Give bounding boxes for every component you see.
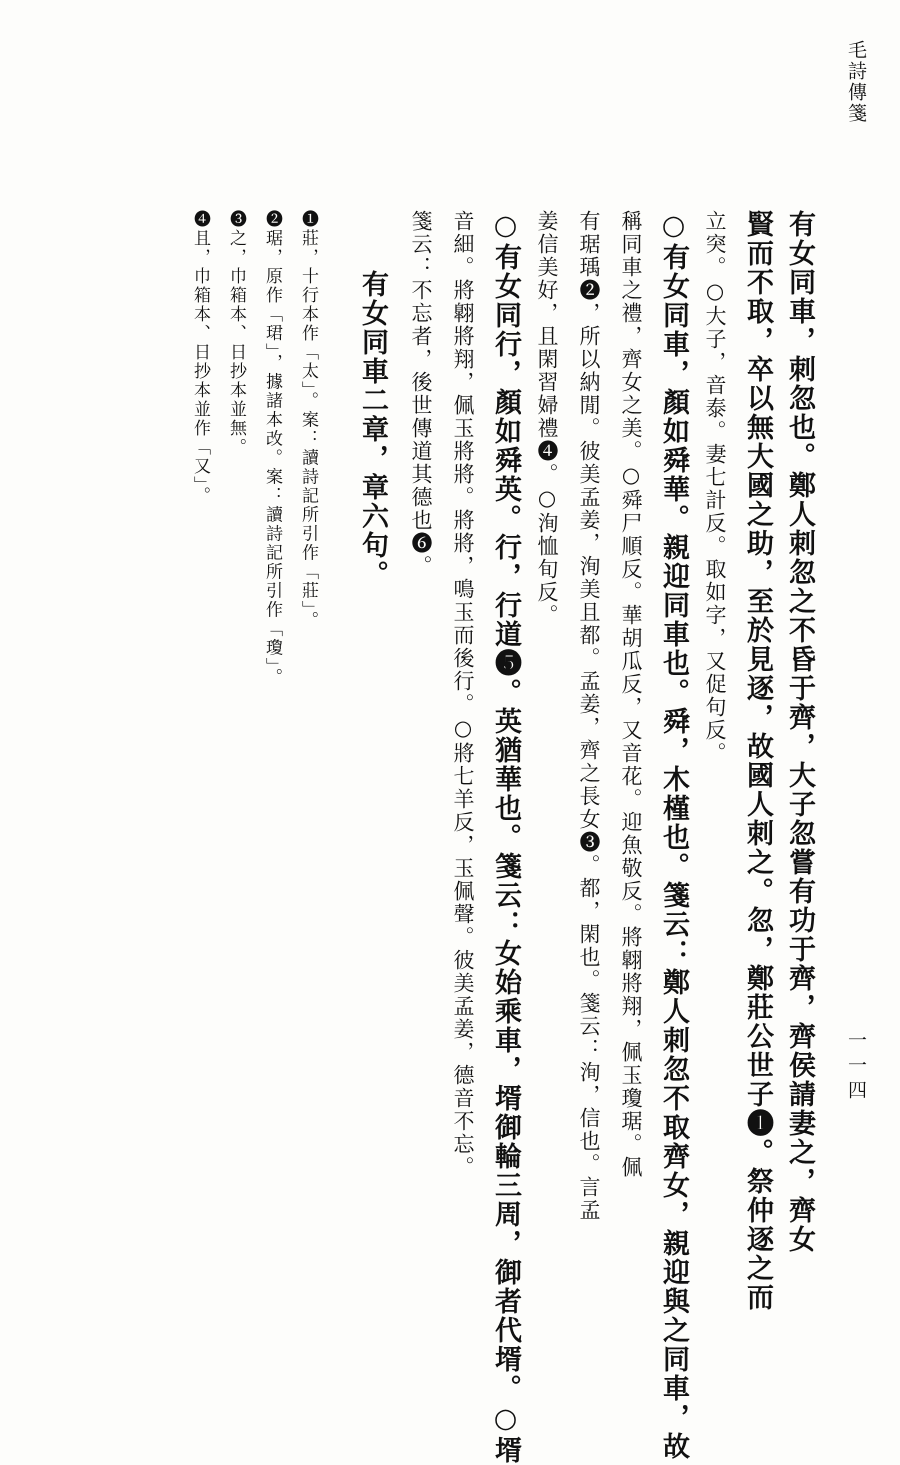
chapter-summary: 有女同車二章，章六句。 xyxy=(357,270,388,589)
column-spacer xyxy=(326,210,344,1320)
text-column-3: 立突。○大子，音泰。妻七計反。取如字，又促句反。 xyxy=(703,210,727,765)
footnote-4: ❹且，巾箱本、日抄本並作「又」。 xyxy=(190,210,210,506)
footnote-3: ❸之，巾箱本、日抄本並無。 xyxy=(226,210,246,457)
text-column-7: 姜信美好，且閑習婦禮❹。○洵恤旬反。 xyxy=(535,210,559,627)
text-column-2: 賢而不取，卒以無大國之助，至於見逐，故國人刺之。忽，鄭莊公世子❶。祭仲逐之而 xyxy=(742,210,773,1312)
vertical-text-body xyxy=(100,210,820,1465)
text-column-1: 有女同車，刺忽也。鄭人刺忽之不昏于齊，大子忽嘗有功于齊，齊侯請妻之，齊女 xyxy=(784,210,815,1254)
text-column-8: ○有女同行，顏如舜英。行，行道❺。英猶華也。箋云：女始乘車，壻御輪三周，御者代壻。○壻 xyxy=(490,210,521,1465)
text-column-4: ○有女同車，顏如舜華。親迎同車也。舜，木槿也。箋云：鄭人刺忽不取齊女，親迎與之同車，故 xyxy=(658,210,689,1461)
text-column-6: 有琚瑀❷，所以納閒。彼美孟姜，洵美且都。孟姜，齊之長女❸。都，閑也。箋云：洵，信也。言孟 xyxy=(577,210,601,1222)
footnote-1: ❶莊，十行本作「太」。案：讀詩記所引作「莊」。 xyxy=(298,210,318,630)
book-title: 毛詩傳箋 xyxy=(845,40,867,124)
text-column-5: 稱同車之禮，齊女之美。○舜尸順反。華胡瓜反，又音花。迎魚敬反。將翺將翔，佩玉瓊琚。佩 xyxy=(619,210,643,1179)
text-column-9: 音細。將翺將翔，佩玉將將。將將，鳴玉而後行。○將七羊反，玉佩聲。彼美孟姜，德音不忘。 xyxy=(451,210,475,1179)
text-column-10: 箋云：不忘者，後世傳道其德也❻。 xyxy=(409,210,433,578)
page-number: 一一四 xyxy=(845,1030,867,1105)
footnote-2: ❷琚，原作「珺」，據諸本改。案：讀詩記所引作「瓊」。 xyxy=(262,210,282,687)
